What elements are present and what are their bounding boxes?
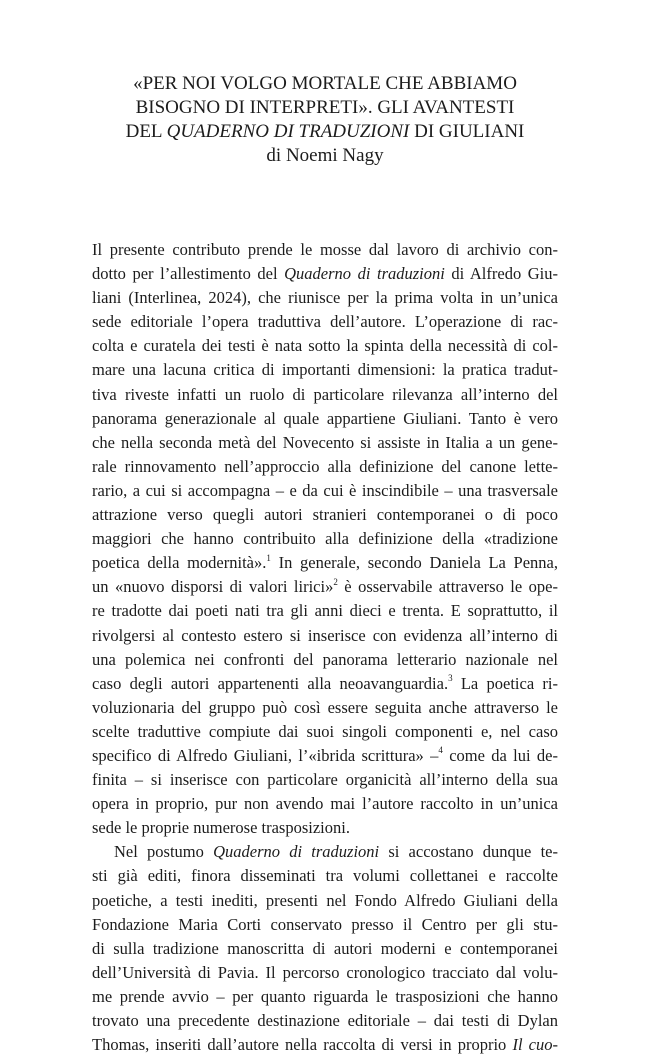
text-line: di sulla tradizione manoscritta di autori moderni e contemporanei xyxy=(92,938,558,958)
article-title-line: BISOGNO DI INTERPRETI». GLI AVANTESTI xyxy=(135,97,515,118)
text-line: sti già editi, finora disseminati tra volumi collettanei e raccolte xyxy=(92,866,558,886)
text-line: maggiori che hanno contribuito alla definizione della «tradizione xyxy=(92,529,558,549)
text-line: poetica della modernità».$^1$ In generale, secondo Daniela La Penna, xyxy=(92,552,558,573)
author-byline: di Noemi Nagy xyxy=(266,145,384,166)
book-title-italic: QUADERNO DI TRADUZIONI xyxy=(166,121,410,142)
text-line: tiva riveste infatti un ruolo di particolare rilevanza all’interno del xyxy=(92,384,558,404)
text-line: caso degli autori appartenenti alla neoavanguardia.$^3$ La poetica ri- xyxy=(92,673,558,693)
text-line: un «nuovo disporsi di valori lirici»$^2$ è osservabile attraverso le ope- xyxy=(92,576,558,597)
footnote-ref: 3 xyxy=(448,673,453,684)
article-title-line: «PER NOI VOLGO MORTALE CHE ABBIAMO xyxy=(133,73,517,94)
footnote-ref: 4 xyxy=(438,745,443,756)
text-line: re tradotte dai poeti nati tra gli anni dieci e trenta. E soprattutto, il xyxy=(92,601,558,621)
text-line: specifico di Alfredo Giuliani, l’«ibrida scrittura» –$^4$ come da lui de- xyxy=(92,745,558,765)
text-line: poetiche, a testi inediti, presenti nel Fondo Alfredo Giuliani della xyxy=(92,890,558,910)
text-line: attrazione verso quegli autori stranieri contemporanei o di poco xyxy=(92,505,558,525)
footnote-ref: 1 xyxy=(266,552,271,563)
text-line: dell’Università di Pavia. Il percorso cronologico tracciato dal volu- xyxy=(92,962,558,982)
text-line: voluzionaria del gruppo può così essere seguita anche attraverso le xyxy=(92,697,558,717)
text-line: sede le proprie numerose trasposizioni. xyxy=(92,818,350,838)
text-line: Nel postumo Quaderno di traduzioni si accostano dunque te- xyxy=(114,842,558,862)
text-line: che nella seconda metà del Novecento si assiste in Italia a un gene- xyxy=(92,432,558,452)
text-line: finita – si inserisce con particolare organicità all’interno della sua xyxy=(92,770,558,790)
text-line: liani (Interlinea, 2024), che riunisce per la prima volta in un’unica xyxy=(92,288,558,308)
text-line: opera in proprio, pur non avendo mai l’autore raccolto in un’unica xyxy=(92,794,558,814)
text-line: una polemica nei confronti del panorama letterario nazionale nel xyxy=(92,649,558,669)
text-line: rale rinnovamento nell’approccio alla definizione del canone lette- xyxy=(92,456,558,476)
text-line: Fondazione Maria Corti conservato presso il Centro per gli stu- xyxy=(92,914,558,934)
article-header xyxy=(100,72,550,168)
text-line: mare una lacuna critica di importanti dimensioni: la pratica tradut- xyxy=(92,360,558,380)
article-title-line: DEL QUADERNO DI TRADUZIONI DI GIULIANI xyxy=(125,121,525,142)
text-line: rario, a cui si accompagna – e da cui è inscindibile – una trasversale xyxy=(92,480,558,500)
text-line: rivolgersi al contesto estero si inserisce con evidenza all’interno di xyxy=(92,625,558,645)
text-line: scelte traduttive compiute dai suoi singoli componenti e, nel caso xyxy=(92,721,558,741)
text-line: Thomas, inseriti dall’autore nella raccolta di versi in proprio Il cuo- xyxy=(92,1035,558,1055)
text-line: trovato una precedente destinazione editoriale – dai testi di Dylan xyxy=(92,1011,558,1030)
footnote-ref: 2 xyxy=(333,576,338,587)
text-line: me prende avvio – per quanto riguarda le trasposizioni che hanno xyxy=(92,986,558,1006)
text-line: dotto per l’allestimento del Quaderno di traduzioni di Alfredo Giu- xyxy=(92,264,558,284)
article-body xyxy=(92,238,558,1057)
text-line: Il presente contributo prende le mosse dal lavoro di archivio con- xyxy=(92,240,558,259)
text-line: panorama generazionale al quale appartiene Giuliani. Tanto è vero xyxy=(92,408,558,428)
text-line: sede editoriale l’opera traduttiva dell’autore. L’operazione di rac- xyxy=(92,312,558,332)
text-line: colta e curatela dei testi è nata sotto la spinta della necessità di col- xyxy=(92,336,558,356)
